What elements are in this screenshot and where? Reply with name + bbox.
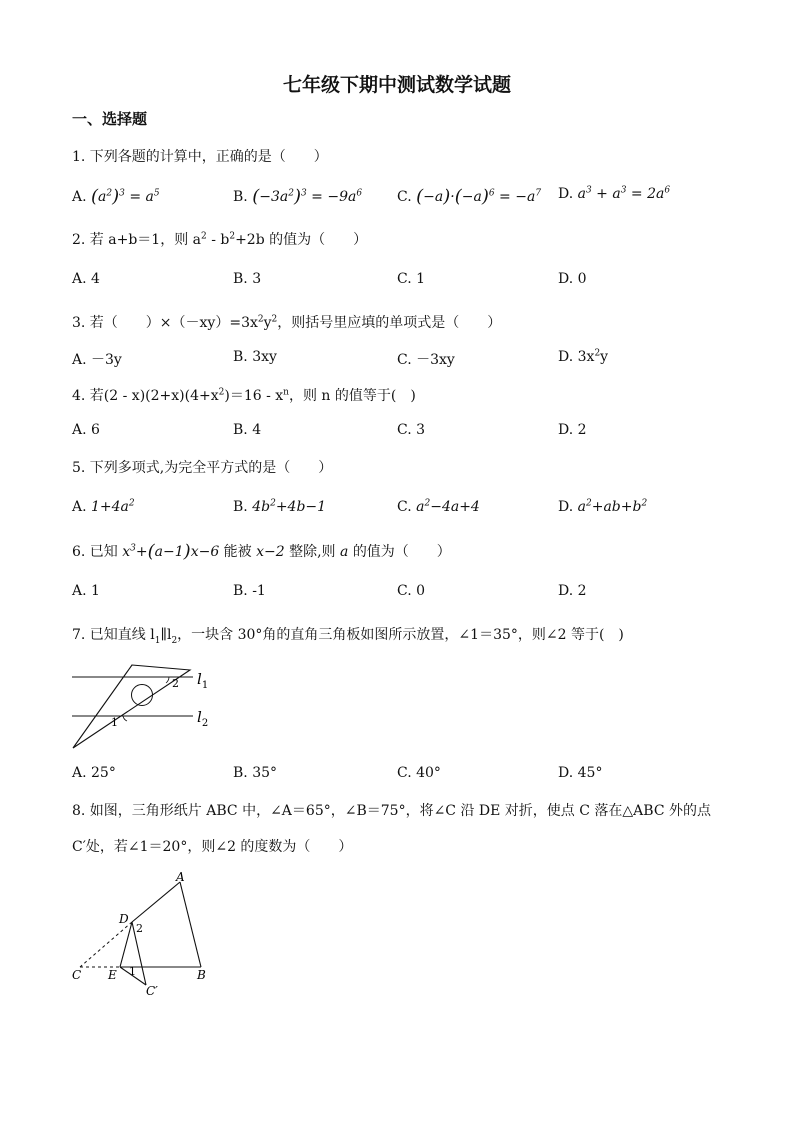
question-4-option-a: A. 6	[72, 422, 100, 438]
figure8-point-e: E	[108, 968, 117, 982]
question-5-option-d: D. $a^2+ab+b^2$	[558, 498, 648, 515]
figure8-point-c: C	[72, 968, 82, 982]
figure8-point-d: D	[119, 912, 129, 926]
question-2-option-d: D. 0	[558, 271, 587, 287]
question-1-option-c: C. $(-a)\cdot(-a)^6 = -a^7$	[397, 186, 542, 207]
question-2-option-c: C. 1	[397, 271, 426, 287]
figure7-angle1-label: 1	[111, 716, 118, 729]
question-8-stem: 8. 如图，三角形纸片 ABC 中，∠A＝65°，∠B＝75°，将∠C 沿 DE 对折，使点 C 落在△ABC 外的点 C′处，若∠1＝20°，则∠2 的度数为（ ）	[72, 803, 712, 855]
question-6-option-a: A. 1	[72, 583, 100, 599]
question-6-option-c: C. 0	[397, 583, 426, 599]
question-4-option-b: B. 4	[233, 422, 262, 438]
question-7-option-b: B. 35°	[233, 765, 278, 781]
figure8-point-c-prime: C′	[146, 984, 158, 998]
section-heading: 一、选择题	[72, 110, 148, 128]
question-4-option-c: C. 3	[397, 422, 426, 438]
figure7-line-l1-label: $l_1$	[197, 670, 209, 691]
question-1-option-b: B. $(-3a^2)^3 = -9a^6$	[233, 186, 363, 207]
question-7-option-a: A. 25°	[72, 765, 116, 781]
question-8-figure	[60, 865, 220, 1000]
question-6-option-d: D. 2	[558, 583, 587, 599]
question-7-option-c: C. 40°	[397, 765, 441, 781]
question-3-option-d: D. $3x^2y$	[558, 348, 609, 365]
figure8-angle1-label: 1	[129, 965, 136, 978]
question-4-stem: 4. 若$(2 - x)(2+x)(4+x^2)=16 - x^n$，则 n 的值等于( )	[72, 387, 416, 404]
question-1-option-a: A. $(a^2)^3 = a^5$	[72, 186, 160, 207]
figure8-point-b: B	[197, 968, 206, 982]
question-2-option-b: B. 3	[233, 271, 262, 287]
page-title: 七年级下期中测试数学试题	[282, 74, 511, 96]
question-1-stem: 1. 下列各题的计算中，正确的是（ ）	[72, 149, 328, 165]
figure7-angle2-label: 2	[172, 677, 179, 690]
question-5-option-a: A. $1+4a^2$	[72, 498, 135, 515]
figure8-point-a: A	[176, 870, 185, 884]
question-2-stem: 2. 若 a+b＝1，则 $a^2 - b^2+2b$ 的值为（ ）	[72, 231, 368, 248]
question-5-option-c: C. $a^2-4a+4$	[397, 498, 480, 515]
question-6-stem: 6. 已知 $x^3+(a-1)x-6$ 能被 x−2 整除,则 a 的值为（ ）	[72, 541, 451, 562]
question-3-stem: 3. 若（ ）$\times(-xy)=3x^2y^2$，则括号里应填的单项式是（ ）	[72, 314, 502, 331]
question-3-option-a: A. －3y	[72, 352, 122, 368]
question-6-option-b: B. -1	[233, 583, 266, 599]
question-7-figure	[60, 660, 230, 760]
question-7-stem: 7. 已知直线 $l_1\parallel l_2$，一块含 30°角的直角三角板如图所示放置，∠1＝35°，则∠2 等于( )	[72, 627, 624, 646]
question-1-option-d: D. $a^3 + a^3 = 2a^6$	[558, 185, 671, 202]
question-3-option-c: C. －3xy	[397, 352, 455, 368]
question-3-option-b: B. 3xy	[233, 349, 277, 365]
figure8-angle2-label: 2	[136, 922, 143, 935]
question-4-option-d: D. 2	[558, 422, 587, 438]
question-2-option-a: A. 4	[72, 271, 100, 287]
figure7-line-l2-label: $l_2$	[197, 708, 209, 729]
question-7-option-d: D. 45°	[558, 765, 603, 781]
question-5-stem: 5. 下列多项式,为完全平方式的是（ ）	[72, 460, 333, 476]
question-5-option-b: B. $4b^2+4b-1$	[233, 498, 327, 515]
